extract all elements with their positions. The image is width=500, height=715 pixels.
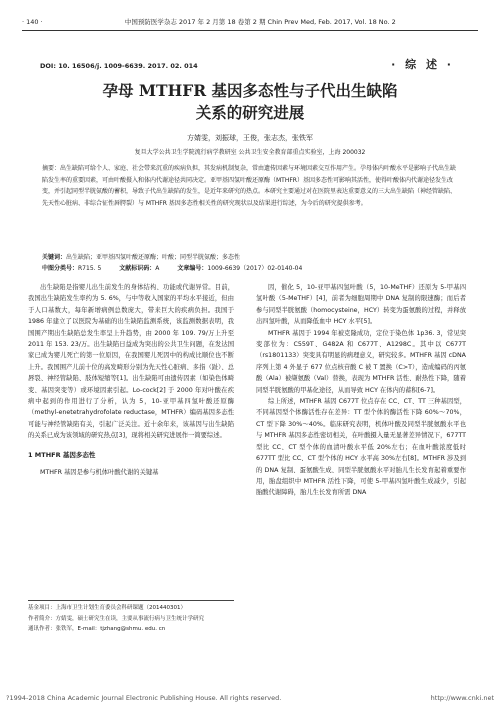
title-line-2: 关系的研究进展 (195, 103, 305, 122)
section-tag: · 综 述 · (391, 58, 454, 71)
title-line-1: 孕母 MTHFR 基因多态性与子代出生缺陷 (102, 81, 398, 100)
journal-citation: 中国预防医学杂志 2017 年 2 月第 18 卷第 2 期 Chin Prev Med, Feb. 2017, Vol. 18 No. 2 (124, 18, 396, 26)
page-number: · 140 · (22, 18, 43, 26)
article-id-value: 1009-6639（2017）02-0140-04 (207, 265, 303, 272)
footnote-author: 作者简介：方婧雯，硕士研究生在读，主要从事流行病与卫生统计学研究 (28, 615, 205, 622)
copyright-text: ?1994-2018 China Academic Journal Electronic Publishing House. All rights reserved. (6, 694, 282, 702)
classification-row (42, 263, 460, 274)
authors: 方婧雯，刘振球，王俊，张志杰，张铁军 (187, 134, 313, 142)
article-meta (42, 252, 460, 274)
clc-label: 中图分类号： (42, 265, 79, 272)
footnote-funding: 基金项目：上海市卫生计划生育委员会科研课题（201440301） (28, 605, 186, 611)
affiliation: 复旦大学公共卫生学院流行病学教研室 公共卫生安全教育部重点实验室，上海 200032 (134, 149, 366, 156)
keywords-label: 关键词： (42, 254, 67, 261)
keywords-row (42, 252, 460, 263)
clc-value: R715. 5 (78, 265, 102, 272)
article-id-label: 文章编号： (177, 265, 208, 272)
footnotes (28, 600, 234, 636)
doi-line: DOI: 10. 16506/j. 1009-6639. 2017. 02. 014 (40, 62, 198, 70)
right-column (256, 282, 466, 499)
footnote-corresponding: 通讯作者：张铁军，E-mail：tjzhang@shmu. edu. cn (28, 626, 166, 632)
abstract (42, 163, 460, 209)
doc-code-label: 文献标识码： (119, 265, 156, 272)
section-heading: 1 MTHFR 基因多态性 (28, 450, 96, 459)
left-column (28, 282, 234, 479)
body-paragraph: 因，催化 5，10-亚甲基四氢叶酸（5，10-MeTHF）还原为 5-甲基四氢叶酸（5-MeTHF）[4]，前者为细胞周期中 DNA 复制的限速酶；而后者参与同型半胱氨酸（homocysteine，HCY）转变为蛋氨酸的过程，并释放出四氢叶酸，从而降低血中 HCY 水平[5]。 (256, 284, 466, 326)
copyright-footer (0, 694, 500, 702)
article-title (0, 80, 500, 124)
doc-code-value: A (155, 265, 160, 272)
body-paragraph: MTHFR 基因于 1994 年被克隆成功，定位于染色体 1p36. 3，常见突变部位为：C559T、G482A 和 C677T、A1298C。其中以 C677T（rs1801133）突变具有明显的病理意义，研究较多。MTHFR 基因 cDNA 序列上第 4 外显子 677 位点核苷酸 C 被 T 置换（C>T），造成编码的丙氨酸（Ala）被缬氨酸（Val）替换，表现为 MTHFR 活性、耐热性下降，随着同型半胱氨酸的甲基化途径，从而导致 HCY 在体内的蓄积[6-7]。 (256, 329, 466, 394)
keywords: 出生缺陷；亚甲基四氢叶酸还原酶；叶酸；同型半胱氨酸；多态性 (66, 254, 241, 261)
abstract-text: 摘要：出生缺陷可给个人、家庭、社会带来沉重的疾病负担，其发病机制复杂，常由遗传因素与环境因素交互作用产生。孕母体内叶酸水平是影响子代出生缺陷发生率的重要因素，可由叶酸摄入和体内代谢途径共同决定。亚甲基四氢叶酸还原酶（MTHFR）基因多态性可影响其活性，使得叶酸体内代谢途径发生改变，并引起同型半胱氨酸的蓄积，导致子代出生缺陷的发生，是近年来研究的热点。本研究主要通过对在医院里表达重要意义的三大出生缺陷（神经管缺陷、先天性心脏病、非综合征性唇腭裂）与 MTHFR 基因多态性相关性的研究现状以及结果进行综述，为今后的研究提供参考。 (42, 165, 457, 207)
section-paragraph: MTHFR 基因是参与机体叶酸代谢的关键基 (40, 469, 159, 477)
running-header (22, 16, 478, 31)
intro-paragraph: 出生缺陷是指婴儿出生前发生的身体结构、功能或代谢异常。目前，我国出生缺陷发生率约为 5. 6%，与中等收入国家的平均水平接近，但由于人口基数大，每年新增病例总数庞大，带来巨大的疾病负担。我国于 1986 年建立了以医院为基础的出生缺陷监测系统，该监测数据表明，我国围产期出生缺陷总发生率呈上升趋势，由 2000 年 109. 79/万上升至 2011 年 153. 23/万。出生缺陷日益成为突出的公共卫生问题，在发达国家已成为婴儿死亡的第一位原因，在我国婴儿死因中的构成比顺位也不断上升。我国围产儿前十位的高发畸形分别为先天性心脏病、多指（趾）、总唇裂、神经管缺陷、肢体短缩等[1]。出生缺陷可由遗传因素（如染色体畸变、基因突变等）或环境因素引起。Lo-cock[2] 于 2000 年对叶酸在疾病中起到的作用进行了分析，认为 5，10-亚甲基四氢叶酸还原酶（methyl-enetetrahydrofolate reductase，MTHFR）编码基因多态性可能与神经管缺陷有关，引起广泛关注。近十余年来，该基因与出生缺陷的关系已成为该领域的研究热点[3]，现将相关研究进展作一简要综述。 (28, 284, 234, 440)
body-paragraph: 综上所述，MTHFR 基因 C677T 位点存在 CC、CT、TT 三种基因型，不同基因型个体酶活性存在差异：TT 型个体的酶活性下降 60%～70%，CT 型下降 30%～40%。临床研究表明，机体叶酸及同型半胱氨酸水平也与 MTHFR 基因多态性密切相关，在叶酸摄入量无显著差异情况下，677TT 型比 CC、CT 型个体的血清叶酸水平低 20%左右；在血叶酸浓度低时 677TT 型比 CC、CT 型个体的 HCY 水平高 30%左右[8]。MTHFR 涉及到的 DNA 复制、蛋氨酸生成、同型半胱氨酸水平对胎儿生长发育起着重要作用，胎盘组织中 MTHFR 活性下降，可使 5-甲基四氢叶酸生成减少，引起胎酸代谢障碍，胎儿生长发育所需 DNA (256, 398, 466, 497)
cnki-link[interactable]: http://www.cnki.net (430, 694, 494, 702)
